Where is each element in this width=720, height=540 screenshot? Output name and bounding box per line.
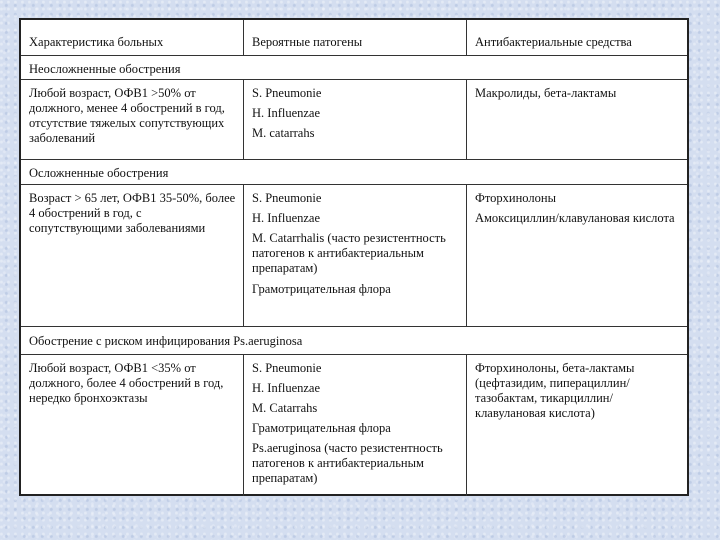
pathogen-item: H. Influenzae bbox=[252, 106, 321, 120]
group-title-row bbox=[21, 55, 687, 79]
pathogen-item: M. catarrahs bbox=[252, 126, 315, 140]
drug-item: Фторхинолоны, бета-лактамы (цефтазидим, пиперациллин/тазобактам, тикарциллин/клавулановая кислота) bbox=[475, 361, 635, 420]
table-row bbox=[21, 354, 687, 496]
pathogens-cell bbox=[243, 80, 466, 159]
table-row bbox=[21, 79, 687, 159]
antibiotic-table bbox=[19, 18, 689, 496]
pathogen-item: S. Pneumonie bbox=[252, 191, 322, 205]
pathogen-item: M. Catarrhalis (часто резистентность патогенов к антибактериальным препаратам) bbox=[252, 231, 446, 275]
drug-item: Фторхинолоны bbox=[475, 191, 556, 205]
pathogens-cell bbox=[243, 185, 466, 326]
pathogen-item: M. Catarrahs bbox=[252, 401, 318, 415]
table-row bbox=[21, 184, 687, 326]
group-title: Неосложненные обострения bbox=[29, 62, 181, 76]
header-drugs: Антибактериальные средства bbox=[466, 20, 687, 55]
group-title: Осложненные обострения bbox=[29, 166, 169, 180]
group-title: Обострение с риском инфицирования Ps.aeruginosa bbox=[29, 334, 303, 348]
group-title-row bbox=[21, 159, 687, 184]
patients-cell: Любой возраст, ОФВ1 >50% от должного, менее 4 обострений в год, отсутствие тяжелых сопутствующих заболеваний bbox=[29, 86, 225, 145]
pathogen-item: H. Influenzae bbox=[252, 211, 321, 225]
header-patients: Характеристика больных bbox=[29, 35, 164, 49]
pathogen-item: S. Pneumonie bbox=[252, 86, 322, 100]
pathogen-item: S. Pneumonie bbox=[252, 361, 322, 375]
patients-cell: Возраст > 65 лет, ОФВ1 35-50%, более 4 обострений в год, с сопутствующими заболеваниями bbox=[29, 191, 236, 235]
drugs-cell bbox=[466, 80, 687, 159]
drug-item: Амоксициллин/клавулановая кислота bbox=[475, 211, 675, 225]
group-title-row bbox=[21, 326, 687, 354]
patients-cell: Любой возраст, ОФВ1 <35% от должного, более 4 обострений в год, нередко бронхоэктазы bbox=[29, 361, 224, 405]
drugs-cell bbox=[466, 185, 687, 326]
drug-item: Макролиды, бета-лактамы bbox=[475, 86, 617, 100]
pathogen-item: Грамотрицательная флора bbox=[252, 282, 391, 296]
drugs-cell bbox=[466, 355, 687, 496]
pathogen-item: Грамотрицательная флора bbox=[252, 421, 391, 435]
header-row bbox=[21, 20, 687, 55]
pathogen-item: H. Influenzae bbox=[252, 381, 321, 395]
pathogens-cell bbox=[243, 355, 466, 496]
header-pathogens: Вероятные патогены bbox=[243, 20, 466, 55]
pathogen-item: Ps.aeruginosa (часто резистентность патогенов к антибактериальным препаратам) bbox=[252, 441, 443, 485]
